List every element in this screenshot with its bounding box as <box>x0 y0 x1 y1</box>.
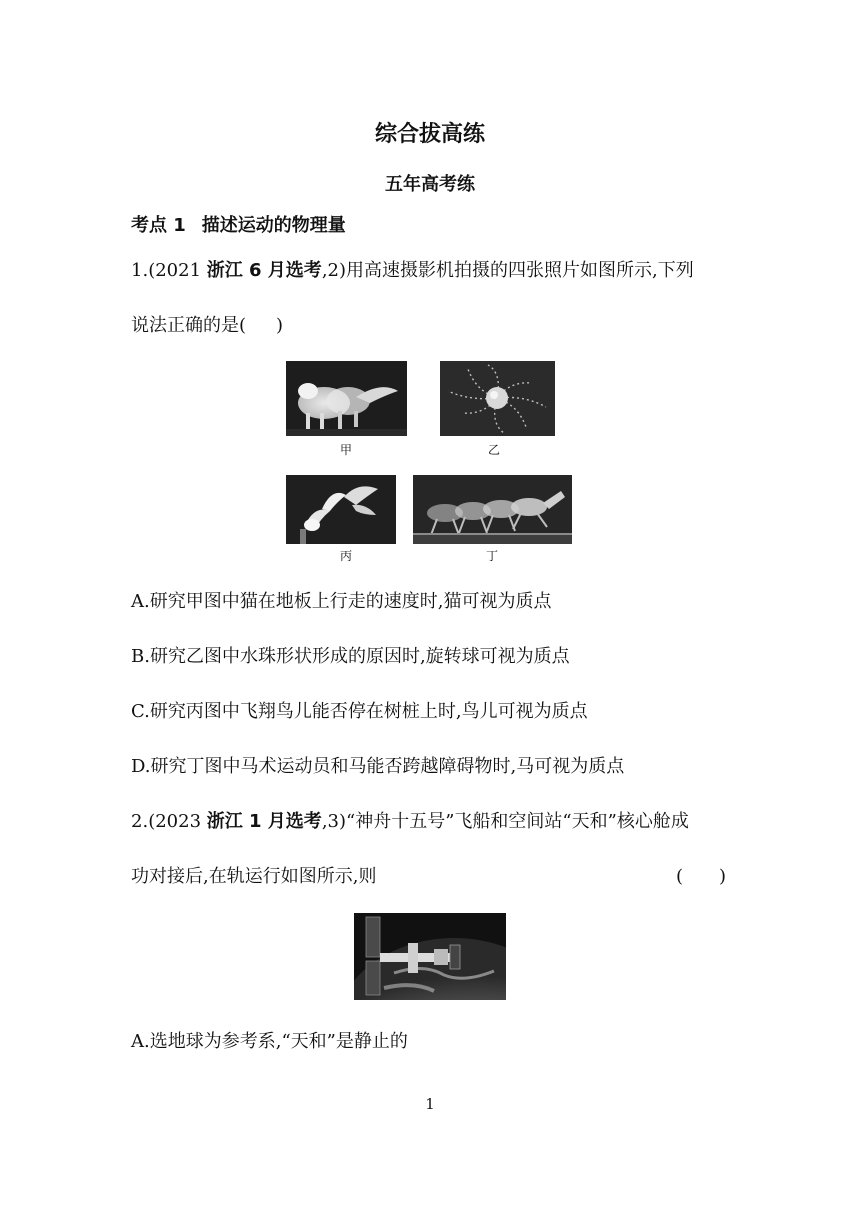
q1-photo-spinning-ball <box>440 361 555 436</box>
q2-answer-paren: ( ) <box>676 866 727 887</box>
q2-source-exam: 浙江 1 月选考 <box>206 811 322 832</box>
q1-option-c: C.研究丙图中飞翔鸟儿能否停在树桩上时,鸟儿可视为质点 <box>131 701 588 722</box>
q2-source-open: (2023 <box>148 811 207 832</box>
document-subtitle: 五年高考练 <box>385 174 475 195</box>
q2-photo-space-station <box>354 913 506 1000</box>
q1-stem-line2 <box>131 314 283 338</box>
section-title: 描述运动的物理量 <box>201 215 346 236</box>
q2-source-close: ,3) <box>321 811 347 832</box>
q1-stem-text2: 说法正确的是( <box>131 315 247 336</box>
q2-stem-line2: 功对接后,在轨运行如图所示,则 <box>131 866 377 887</box>
q1-option-b: B.研究乙图中水珠形状形成的原因时,旋转球可视为质点 <box>131 646 570 667</box>
q1-option-d: D.研究丁图中马术运动员和马能否跨越障碍物时,马可视为质点 <box>131 756 625 777</box>
q1-option-a: A.研究甲图中猫在地板上行走的速度时,猫可视为质点 <box>131 591 552 612</box>
q1-stem-text: 用高速摄影机拍摄的四张照片如图所示,下列 <box>346 260 694 281</box>
q1-figure-label-jia: 甲 <box>339 443 352 457</box>
q1-stem-line1 <box>131 259 694 283</box>
q1-source-open: (2021 <box>148 260 207 281</box>
q2-option-a: A.选地球为参考系,“天和”是静止的 <box>131 1031 408 1052</box>
q1-number: 1. <box>131 260 149 281</box>
q1-answer-paren-close: ) <box>276 315 284 336</box>
q1-photo-horses <box>413 475 572 544</box>
q1-figure-label-bing: 丙 <box>339 549 352 563</box>
q2-stem-text: “神舟十五号”飞船和空间站“天和”核心舱成 <box>346 811 689 832</box>
page-number: 1 <box>425 1095 435 1113</box>
q2-number: 2. <box>131 811 149 832</box>
q1-figure-label-yi: 乙 <box>487 443 500 457</box>
section-label: 考点 1 <box>131 215 186 236</box>
q1-photo-birds <box>286 475 396 544</box>
q2-stem-line1 <box>131 810 689 834</box>
q1-source-exam: 浙江 6 月选考 <box>206 260 322 281</box>
q1-photo-cat <box>286 361 407 436</box>
q1-figure-label-ding: 丁 <box>485 549 498 563</box>
document-title: 综合拔高练 <box>374 122 485 147</box>
q1-source-close: ,2) <box>321 260 347 281</box>
section-heading <box>131 211 346 237</box>
